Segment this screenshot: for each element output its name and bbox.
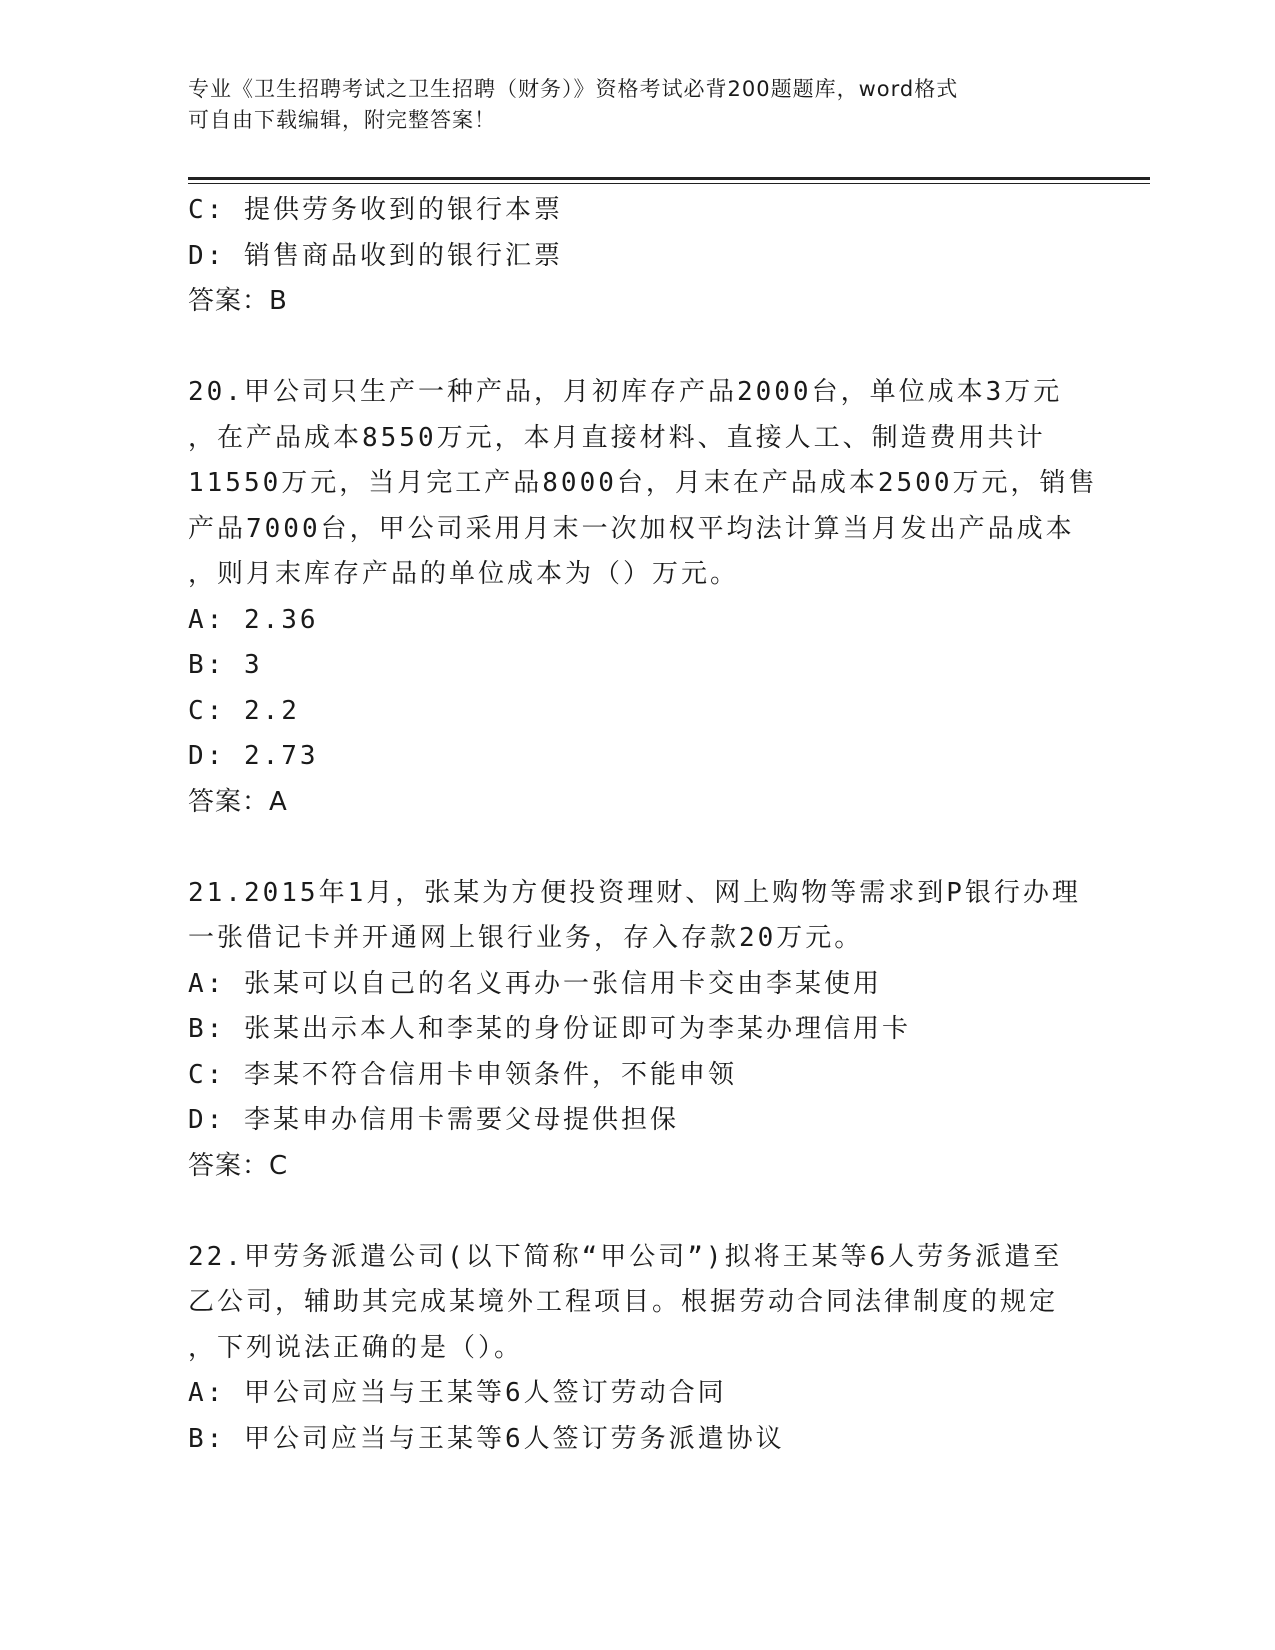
- question-20-stem-line: 11550万元，当月完工产品8000台，月末在产品成本2500万元，销售: [188, 468, 1098, 498]
- question-19-option-c: C: 提供劳务收到的银行本票: [188, 195, 563, 225]
- question-19-answer: 答案：B: [188, 286, 288, 316]
- question-19-fragment: [188, 188, 1088, 325]
- question-21: [188, 871, 1088, 1190]
- header-divider-thin: [188, 183, 1150, 184]
- question-22-stem-line: 乙公司，辅助其完成某境外工程项目。根据劳动合同法律制度的规定: [188, 1287, 1059, 1317]
- question-19-option-d: D: 销售商品收到的银行汇票: [188, 240, 563, 271]
- question-21-option-d: D: 李某申办信用卡需要父母提供担保: [188, 1105, 679, 1135]
- question-list: [188, 188, 1098, 1462]
- header-title-line-2: 可自由下载编辑，附完整答案！: [188, 108, 496, 132]
- question-22-stem-line: ，下列说法正确的是（）。: [188, 1332, 524, 1363]
- question-21-answer: 答案：C: [188, 1150, 289, 1181]
- question-21-option-b: B: 张某出示本人和李某的身份证即可为李某办理信用卡: [188, 1014, 911, 1044]
- question-20-answer: 答案：A: [188, 786, 288, 817]
- question-22-option-a: A: 甲公司应当与王某等6人签订劳动合同: [188, 1378, 727, 1408]
- header-divider-thick: [188, 177, 1150, 180]
- question-22-option-b: B: 甲公司应当与王某等6人签订劳务派遣协议: [188, 1423, 785, 1454]
- question-20-stem-line: 20.甲公司只生产一种产品，月初库存产品2000台，单位成本3万元: [188, 377, 1063, 407]
- question-20-option-d: D: 2.73: [188, 741, 319, 771]
- question-20: [188, 370, 1098, 825]
- question-20-option-c: C: 2.2: [188, 695, 300, 726]
- question-22-stem-line: 22.甲劳务派遣公司(以下简称“甲公司”)拟将王某等6人劳务派遣至: [188, 1241, 1063, 1272]
- question-21-option-a: A: 张某可以自己的名义再办一张信用卡交由李某使用: [188, 968, 882, 999]
- question-20-stem-line: ，则月末库存产品的单位成本为（）万元。: [188, 559, 740, 589]
- question-20-option-a: A: 2.36: [188, 604, 319, 635]
- question-21-stem-line: 21.2015年1月，张某为方便投资理财、网上购物等需求到P银行办理: [188, 877, 1081, 908]
- document-header: [188, 74, 1068, 136]
- question-22: [188, 1235, 1088, 1463]
- question-21-option-c: C: 李某不符合信用卡申领条件，不能申领: [188, 1059, 737, 1090]
- header-title-line-1: 专业《卫生招聘考试之卫生招聘（财务）》资格考试必背200题题库，word格式: [188, 77, 959, 101]
- question-20-stem-line: 产品7000台，甲公司采用月末一次加权平均法计算当月发出产品成本: [188, 513, 1075, 544]
- question-20-option-b: B: 3: [188, 650, 263, 680]
- question-20-stem-line: ，在产品成本8550万元，本月直接材料、直接人工、制造费用共计: [188, 422, 1046, 453]
- question-21-stem-line: 一张借记卡并开通网上银行业务，存入存款20万元。: [188, 923, 864, 953]
